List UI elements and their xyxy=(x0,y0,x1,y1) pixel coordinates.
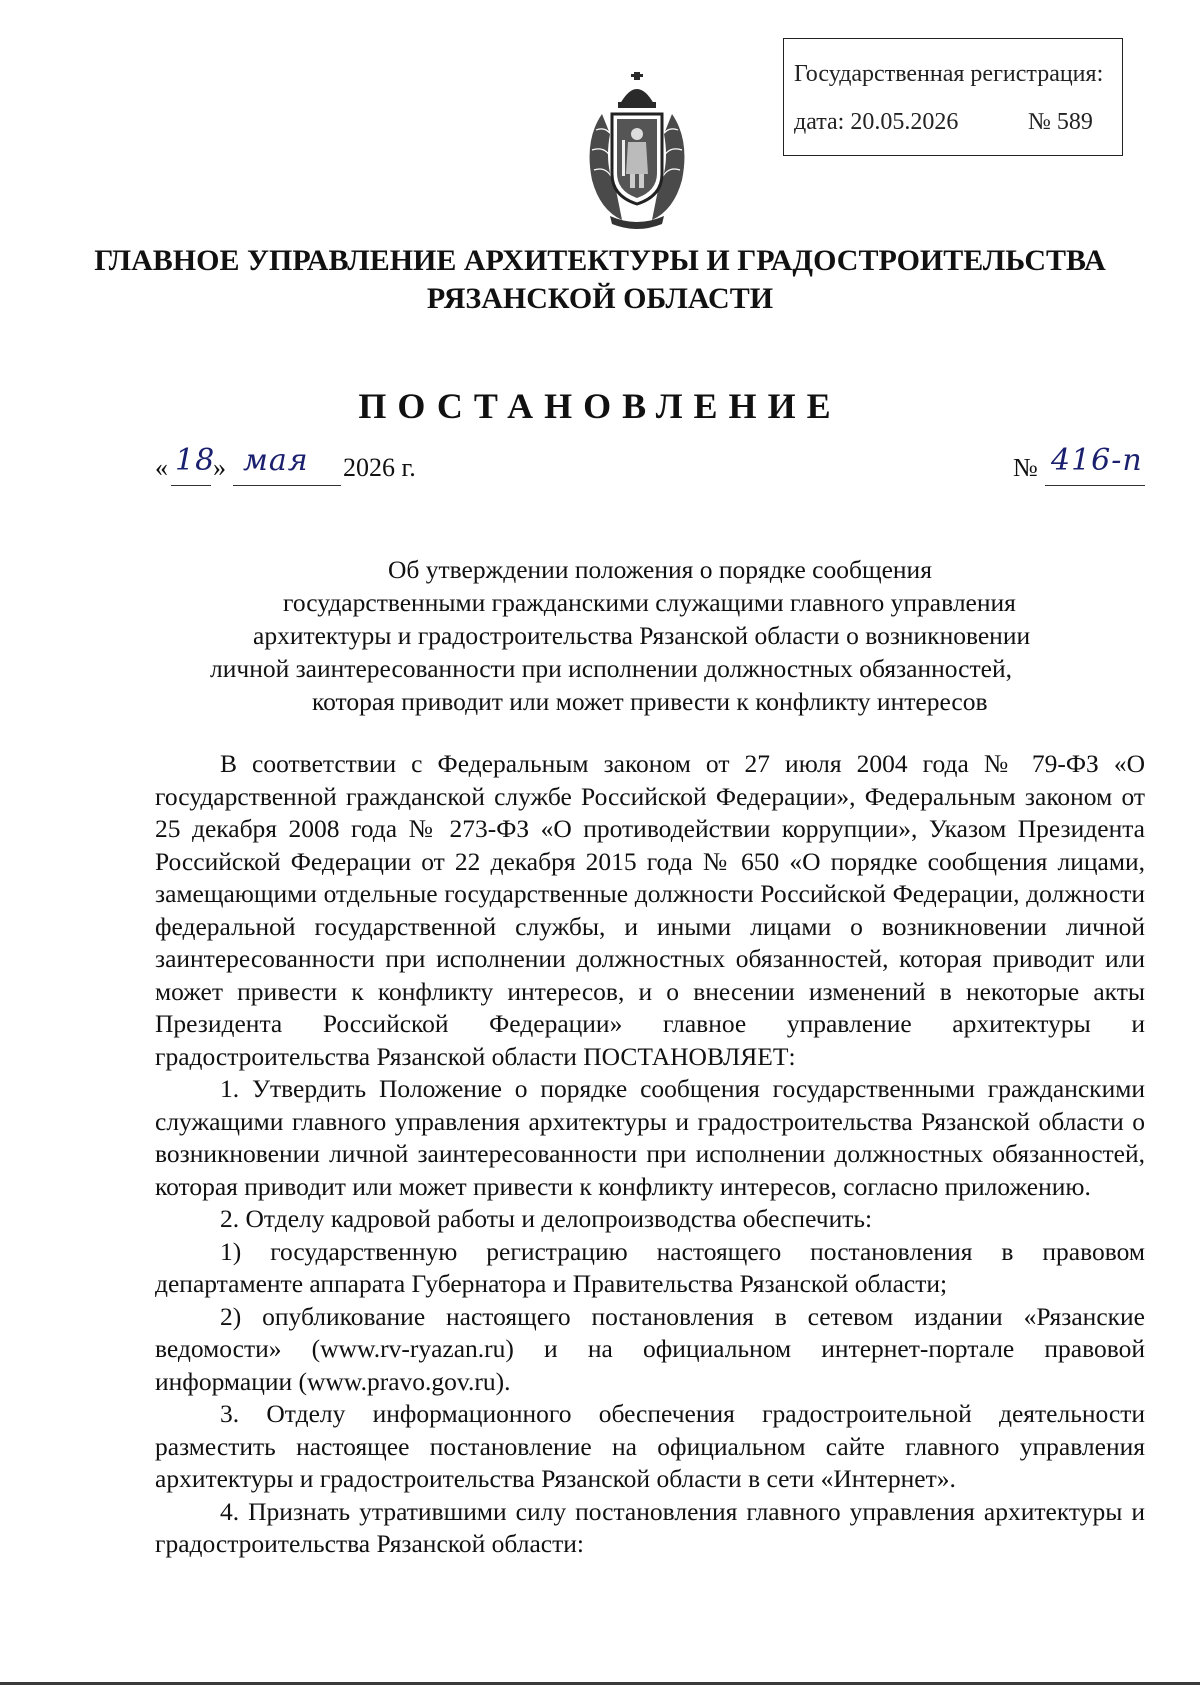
agency-name-line2: РЯЗАНСКОЙ ОБЛАСТИ xyxy=(426,282,774,315)
scan-edge-line xyxy=(0,1682,1200,1685)
date-day-handwritten: 18 xyxy=(175,443,216,478)
subject-line-3: архитектуры и градостроительства Рязанской области о возникновении xyxy=(253,621,1031,650)
registration-stamp xyxy=(783,38,1123,156)
item-2-2-paragraph: 2) опубликование настоящего постановления в сетевом издании «Рязанские ведомости» (www.rv-ryazan.ru) и на официальном интернет-портале правовой информации (www.pravo.gov.ru). xyxy=(155,1301,1145,1396)
ryazan-coat-of-arms-icon xyxy=(582,70,692,232)
date-open-quote: « xyxy=(155,453,168,482)
document-type-title: ПОСТАНОВЛЕНИЕ xyxy=(358,386,842,426)
item-2-paragraph: 2. Отделу кадровой работы и делопроизводства обеспечить: xyxy=(220,1204,873,1233)
item-2-1-paragraph: 1) государственную регистрацию настоящего постановления в правовом департаменте аппарата Губернатора и Правительства Рязанской области; xyxy=(155,1236,1145,1298)
registration-date: дата: 20.05.2026 xyxy=(794,109,959,135)
registration-number: № 589 xyxy=(1028,109,1093,135)
document-number-handwritten: 416-п xyxy=(1051,443,1143,478)
item-1-paragraph: 1. Утвердить Положение о порядке сообщения государственными гражданскими служащими главного управления архитектуры и градостроительства Рязанской области о возникновении личной заинтересованности при исполнении должностных обязанностей, которая приводит или может привести к конфликту интересов, согласно приложению. xyxy=(155,1074,1145,1201)
date-year: 2026 г. xyxy=(343,453,416,482)
subject-line-4: личной заинтересованности при исполнении должностных обязанностей, xyxy=(210,654,1012,683)
date-close-quote: » xyxy=(213,453,226,482)
document-body xyxy=(155,748,1145,1561)
agency-name-line1: ГЛАВНОЕ УПРАВЛЕНИЕ АРХИТЕКТУРЫ И ГРАДОСТРОИТЕЛЬСТВА xyxy=(94,244,1106,277)
item-4-paragraph: 4. Признать утратившими силу постановления главного управления архитектуры и градостроительства Рязанской области: xyxy=(155,1496,1145,1558)
subject-line-5: которая приводит или может привести к конфликту интересов xyxy=(312,687,988,716)
document-date-row xyxy=(155,443,1145,493)
date-month-handwritten: мая xyxy=(243,443,309,478)
subject-line-1: Об утверждении положения о порядке сообщения xyxy=(388,555,932,584)
item-3-paragraph: 3. Отделу информационного обеспечения градостроительной деятельности разместить настоящее постановление на официальном сайте главного управления архитектуры и градостроительства Рязанской области в сети «Интернет». xyxy=(155,1399,1145,1493)
number-sign: № xyxy=(1013,453,1038,482)
preamble-paragraph: В соответствии с Федеральным законом от 27 июля 2004 года № 79-ФЗ «О государственной гражданской службе Российской Федерации», Федеральным законом от 25 декабря 2008 года № 273-ФЗ «О противодействии коррупции», Указом Президента Российской Федерации от 22 декабря 2015 года № 650 «О порядке сообщения лицами, замещающими отдельные государственные должности Российской Федерации, должности федеральной государственной службы, и иными лицами о возникновении личной заинтересованности при исполнении должностных обязанностей, которая приводит или может привести к конфликту интересов, и о внесении изменений в некоторые акты Президента Российской Федерации» главное управление архитектуры и градостроительства Рязанской области ПОСТАНОВЛЯЕТ: xyxy=(155,749,1145,1071)
subject-line-2: государственными гражданскими служащими главного управления xyxy=(283,588,1016,617)
registration-title: Государственная регистрация: xyxy=(794,61,1104,87)
